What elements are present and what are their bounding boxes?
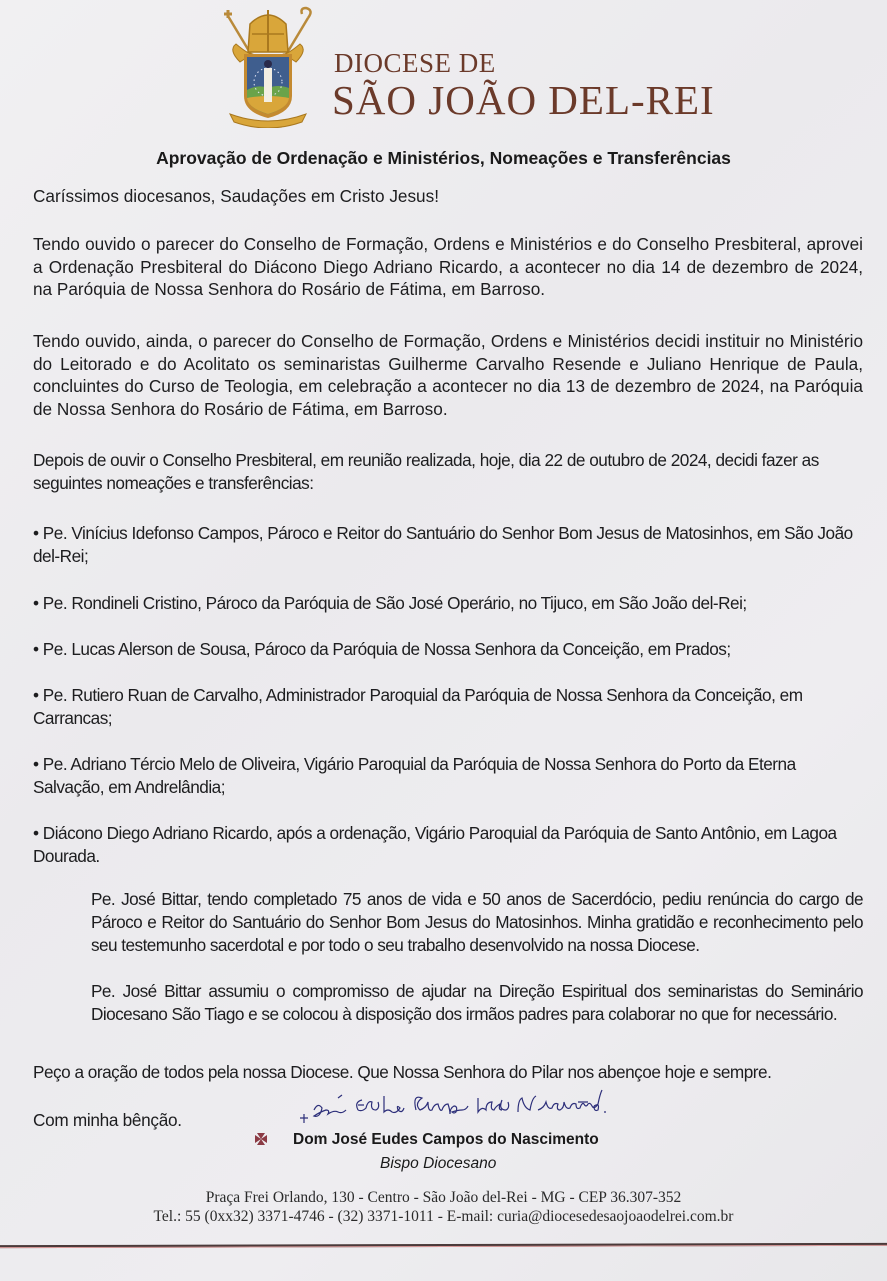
diocese-label: DIOCESE DE xyxy=(334,48,496,78)
paragraph-appointments-intro: Depois de ouvir o Conselho Presbiteral, em reunião realizada, hoje, dia 22 de outubro de 2024, decidi fazer as seguintes nomeações e transferências: xyxy=(33,450,819,493)
blessing: Com minha bênção. xyxy=(33,1110,182,1130)
appointment-item: • Pe. Rondineli Cristino, Pároco da Paróquia de São José Operário, no Tijuco, em São João del-Rei; xyxy=(33,593,747,613)
document-title: Aprovação de Ordenação e Ministérios, Nomeações e Transferências xyxy=(156,148,731,168)
diocese-name: SÃO JOÃO DEL-REI xyxy=(332,77,715,123)
paragraph-ordination: Tendo ouvido o parecer do Conselho de Formação, Ordens e Ministérios e do Conselho Presbiteral, aprovei a Ordenação Presbiteral do Diácono Diego Adriano Ricardo, a acontecer no dia 14 de dezembro de 2024, na Paróquia de Nossa Senhora do Rosário de Fátima, em Barroso. xyxy=(33,234,863,299)
footer-address: Praça Frei Orlando, 130 - Centro - São João del-Rei - MG - CEP 36.307-352 xyxy=(205,1189,682,1206)
maltese-cross-icon xyxy=(254,1132,268,1146)
appointment-item: • Diácono Diego Adriano Ricardo, após a ordenação, Vigário Paroquial da Paróquia de Santo Antônio, em Lagoa Dourada. xyxy=(33,823,837,866)
handwritten-signature xyxy=(298,1088,618,1128)
salutation: Caríssimos diocesanos, Saudações em Cristo Jesus! xyxy=(33,186,439,206)
letterhead xyxy=(218,4,715,128)
appointment-item: • Pe. Vinícius Idefonso Campos, Pároco e Reitor do Santuário do Senhor Bom Jesus de Matosinhos, em São João del-Rei; xyxy=(33,523,853,566)
footer-contact: Tel.: 55 (0xx32) 3371-4746 - (32) 3371-1011 - E-mail: curia@diocesedesaojoaodelrei.com.br xyxy=(153,1208,734,1225)
paragraph-ministries: Tendo ouvido, ainda, o parecer do Conselho de Formação, Ordens e Ministérios decidi instituir no Ministério do Leitorado e do Acolitato os seminaristas Guilherme Carvalho Resende e Juliano Henrique de Paula, concluintes do Curso de Teologia, em celebração a acontecer no dia 13 de dezembro de 2024, na Paróquia de Nossa Senhora do Rosário de Fátima, em Barroso. xyxy=(33,331,863,419)
bishop-role: Bispo Diocesano xyxy=(380,1155,497,1172)
indented-paragraph-commitment: Pe. José Bittar assumiu o compromisso de ajudar na Direção Espiritual dos seminaristas do Seminário Diocesano São Tiago e se colocou à disposição dos irmãos padres para colaborar no que for necessário. xyxy=(91,981,863,1024)
coat-of-arms-icon xyxy=(218,4,318,128)
appointment-item: • Pe. Adriano Tércio Melo de Oliveira, Vigário Paroquial da Paróquia de Nossa Senhora do Porto da Eterna Salvação, em Andrelândia; xyxy=(33,754,796,797)
footer-divider xyxy=(0,1243,887,1248)
appointment-item: • Pe. Lucas Alerson de Sousa, Pároco da Paróquia de Nossa Senhora da Conceição, em Prados; xyxy=(33,639,731,659)
bishop-name: Dom José Eudes Campos do Nascimento xyxy=(293,1131,599,1148)
appointment-item: • Pe. Rutiero Ruan de Carvalho, Administrador Paroquial da Paróquia de Nossa Senhora da Conceição, em Carrancas; xyxy=(33,685,803,728)
closing-prayer: Peço a oração de todos pela nossa Diocese. Que Nossa Senhora do Pilar nos abençoe hoje e sempre. xyxy=(33,1062,772,1082)
indented-paragraph-resignation: Pe. José Bittar, tendo completado 75 anos de vida e 50 anos de Sacerdócio, pediu renúncia do cargo de Pároco e Reitor do Santuário do Senhor Bom Jesus do Matosinhos. Minha gratidão e reconhecimento pelo seu testemunho sacerdotal e por todo o seu trabalho desenvolvido na nossa Diocese. xyxy=(91,889,863,955)
